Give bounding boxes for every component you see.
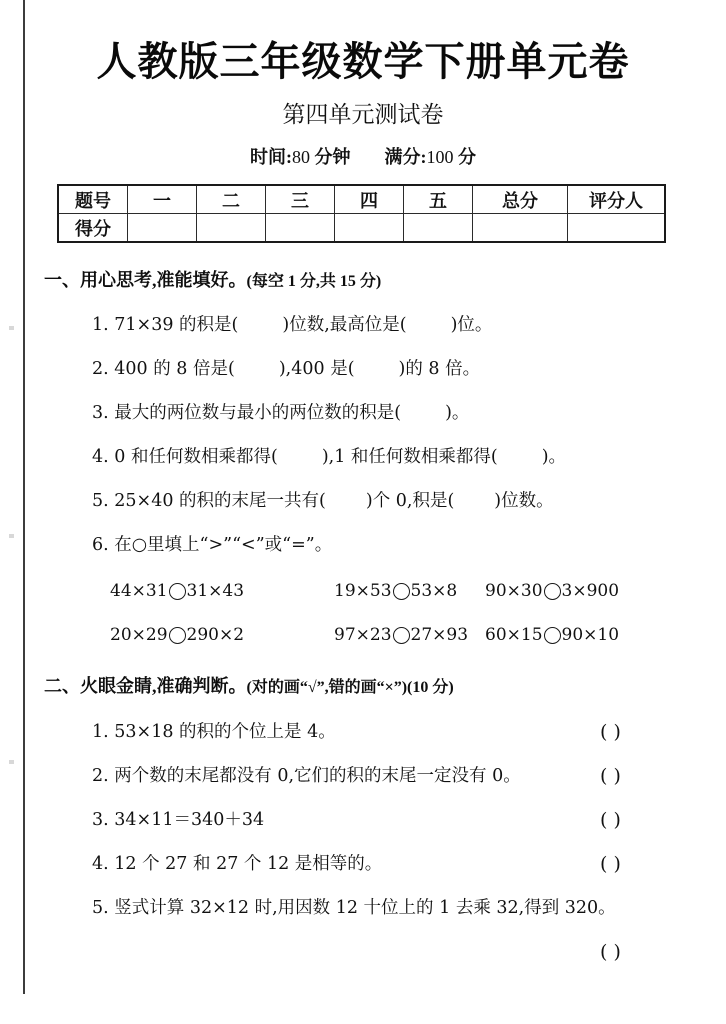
judge-question-5 [92,896,616,920]
page-subtitle: 第四单元测试卷 [282,102,444,128]
exam-meta [0,144,726,170]
q-text: 0 和任何数相乘都得( [114,447,278,467]
compare-right: 290×2 [186,625,245,645]
question-1-4 [92,445,566,469]
section-two-title: 二、火眼金睛,准确判断。 [44,676,247,696]
score-table-header-cell: 五 [404,185,473,214]
compare-right: 3×900 [561,581,620,601]
q-number: 5. [92,898,109,918]
section-one-title: 一、用心思考,准能填好。 [44,270,247,290]
question-1-3 [92,401,469,425]
compare-circle[interactable] [393,627,410,644]
q-number: 5. [92,491,109,511]
total-colon: : [420,147,427,167]
score-input-cell[interactable] [568,214,666,243]
compare-item [485,622,619,648]
section-two-note: (对的画“√”,错的画“×”)(10 分) [246,679,454,696]
section-heading-two [44,674,454,700]
compare-circle[interactable] [169,583,186,600]
score-table-header-row [58,185,665,214]
q-text: ),1 和任何数相乘都得( [321,447,498,467]
q-text: 53×18 的积的个位上是 4。 [114,722,336,742]
q-text: )位。 [450,315,493,335]
score-table [57,184,666,243]
compare-left: 19×53 [334,581,392,601]
compare-item [110,622,244,648]
q-number: 2. [92,766,109,786]
score-input-cell[interactable] [128,214,197,243]
question-1-2 [92,357,480,381]
compare-left: 60×15 [485,625,543,645]
compare-item [485,578,619,604]
q-text: 两个数的末尾都没有 0,它们的积的末尾一定没有 0。 [114,766,521,786]
compare-left: 90×30 [485,581,543,601]
q-number: 3. [92,810,109,830]
score-input-cell[interactable] [335,214,404,243]
judge-answer-paren-4[interactable]: ( ) [600,853,621,875]
q-text: 最大的两位数与最小的两位数的积是( [114,403,402,423]
q-text: 竖式计算 32×12 时,用因数 12 十位上的 1 去乘 32,得到 320。 [114,898,616,918]
question-1-6 [92,533,332,557]
judge-answer-paren-2[interactable]: ( ) [600,765,621,787]
q-number: 1. [92,722,109,742]
score-table-header-cell: 四 [335,185,404,214]
compare-left: 20×29 [110,625,168,645]
score-input-cell[interactable] [404,214,473,243]
compare-row-1 [110,578,670,604]
compare-row-2 [110,622,670,648]
compare-right: 31×43 [186,581,245,601]
judge-answer-paren-1[interactable]: ( ) [600,721,621,743]
score-table-header-cell: 总分 [473,185,568,214]
score-table-header-cell: 三 [266,185,335,214]
q-number: 4. [92,854,109,874]
score-input-cell[interactable] [473,214,568,243]
score-row-label: 得分 [58,214,128,243]
compare-circle[interactable] [544,583,561,600]
question-1-5 [92,489,554,513]
compare-right: 90×10 [561,625,620,645]
score-table-header-cell: 评分人 [568,185,666,214]
compare-item [110,578,244,604]
binding-mark [9,326,14,330]
q-text: )位数。 [494,491,554,511]
compare-circle[interactable] [169,627,186,644]
compare-item [334,622,468,648]
q-text: 12 个 27 和 27 个 12 是相等的。 [114,854,383,874]
score-table-score-row [58,214,665,243]
judge-question-2 [92,764,521,788]
q-text: )个 0,积是( [365,491,455,511]
compare-item [334,578,457,604]
score-input-cell[interactable] [197,214,266,243]
q-number: 1. [92,315,109,335]
q-text: )位数,最高位是( [282,315,407,335]
time-unit: 分钟 [314,147,351,167]
q-text: )的 8 倍。 [398,359,481,379]
total-value: 100 [426,147,454,167]
compare-right: 27×93 [410,625,469,645]
score-table-header-cell: 一 [128,185,197,214]
q-number: 4. [92,447,109,467]
question-1-1 [92,313,492,337]
q-text: 34×11＝340＋34 [114,810,265,830]
section-one-note: (每空 1 分,共 15 分) [246,273,382,290]
q-number: 3. [92,403,109,423]
compare-left: 44×31 [110,581,168,601]
q-text: 25×40 的积的末尾一共有( [114,491,326,511]
q-text: 400 的 8 倍是( [114,359,235,379]
page-title: 人教版三年级数学下册单元卷 [96,38,630,85]
q-text: 在○里填上“>”“<”或“=”。 [114,535,333,555]
total-label: 满分 [384,147,421,167]
q-text: )。 [445,403,470,423]
total-unit: 分 [458,147,476,167]
judge-question-3 [92,808,264,832]
judge-answer-paren-5[interactable]: ( ) [600,941,621,963]
compare-circle[interactable] [544,627,561,644]
binding-mark [9,534,14,538]
compare-left: 97×23 [334,625,392,645]
time-label: 时间 [250,147,286,167]
score-table-header-cell: 题号 [58,185,128,214]
q-text: ),400 是( [278,359,355,379]
q-number: 6. [92,535,109,555]
judge-question-4 [92,852,382,876]
time-value: 80 [292,147,310,167]
compare-right: 53×8 [410,581,458,601]
binding-mark [9,760,14,764]
score-table-header-cell: 二 [197,185,266,214]
q-text: )。 [541,447,567,467]
q-text: 71×39 的积是( [114,315,239,335]
judge-question-1 [92,720,336,744]
time-colon: : [286,147,292,167]
compare-circle[interactable] [393,583,410,600]
section-heading-one [44,268,381,294]
judge-answer-paren-3[interactable]: ( ) [600,809,621,831]
score-input-cell[interactable] [266,214,335,243]
q-number: 2. [92,359,109,379]
